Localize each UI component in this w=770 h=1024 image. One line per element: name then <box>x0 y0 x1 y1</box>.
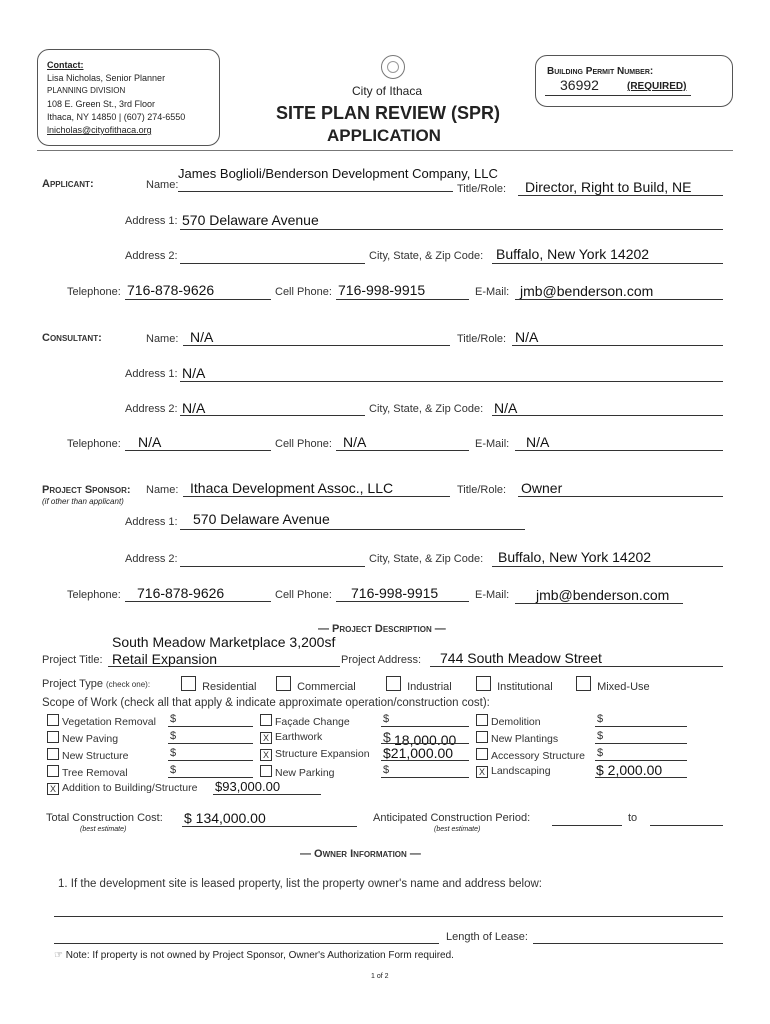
consultant-tel-line <box>125 450 271 451</box>
applicant-title-label: Title/Role: <box>457 183 507 195</box>
applicant-email-label: E-Mail: <box>475 286 510 298</box>
pointer-icon: ☞ <box>54 950 63 961</box>
sponsor-csz-value[interactable]: Buffalo, New York 14202 <box>498 549 652 565</box>
applicant-title-value[interactable]: Director, Right to Build, NE <box>525 179 692 195</box>
lease-label: Length of Lease: <box>446 931 528 943</box>
checkbox-checked[interactable]: X <box>47 783 59 795</box>
applicant-addr1-line <box>180 229 723 230</box>
consultant-cell-value[interactable]: N/A <box>343 434 367 450</box>
consultant-addr1-line <box>180 381 723 382</box>
city-seal-icon <box>381 55 405 79</box>
project-title-line <box>108 666 340 667</box>
cost-line <box>595 777 687 778</box>
sponsor-title-value[interactable]: Owner <box>521 480 563 496</box>
checkbox[interactable] <box>476 731 488 743</box>
sponsor-email-line <box>515 603 683 604</box>
cost-line <box>168 760 253 761</box>
sponsor-name-label: Name: <box>146 484 179 496</box>
scope-vegetation-removal[interactable] <box>47 714 156 728</box>
contact-email[interactable]: lnicholas@cityofithaca.org <box>47 125 152 135</box>
checkbox[interactable] <box>47 714 59 726</box>
lease-line[interactable] <box>533 943 723 944</box>
cost-line <box>595 743 687 744</box>
cost-line <box>595 760 687 761</box>
scope-addition-label: Addition to Building/Structure <box>62 782 198 794</box>
consultant-addr2-value[interactable]: N/A <box>182 400 206 416</box>
permit-number[interactable]: 36992 <box>560 77 599 93</box>
form-title-line2: APPLICATION <box>327 126 441 145</box>
consultant-cell-label: Cell Phone: <box>275 438 332 450</box>
checkbox[interactable] <box>260 714 272 726</box>
applicant-cell-line <box>336 299 469 300</box>
checkbox[interactable] <box>181 676 196 691</box>
sponsor-note: (if other than applicant) <box>42 497 124 506</box>
applicant-addr1-value[interactable]: 570 Delaware Avenue <box>182 212 319 228</box>
scope-vegetation-removal-label: Vegetation Removal <box>62 716 156 728</box>
scope-structure-expansion-label: Structure Expansion <box>275 748 370 760</box>
scope-new-paving-label: New Paving <box>62 733 119 745</box>
scope-facade-change[interactable] <box>260 714 350 728</box>
period-start-line[interactable] <box>552 825 622 826</box>
checkbox[interactable] <box>476 714 488 726</box>
sponsor-addr2-line <box>180 566 365 567</box>
cost-dollar: $ <box>597 713 604 725</box>
cost-line <box>168 726 253 727</box>
consultant-tel-value[interactable]: N/A <box>138 434 162 450</box>
scope-tree-removal-label: Tree Removal <box>62 767 128 779</box>
consultant-csz-label: City, State, & Zip Code: <box>369 403 484 415</box>
scope-structure-expansion[interactable] <box>260 748 370 761</box>
project-type-note: (check one): <box>106 680 151 689</box>
project-type-label <box>42 678 150 690</box>
project-address-value[interactable]: 744 South Meadow Street <box>440 650 602 666</box>
consultant-title-value[interactable]: N/A <box>515 329 539 345</box>
cost-dollar: $ <box>383 713 390 725</box>
scope-new-plantings[interactable] <box>476 731 558 745</box>
applicant-email-line <box>515 299 723 300</box>
period-end-line[interactable] <box>650 825 723 826</box>
cost-line <box>595 726 687 727</box>
scope-tree-removal[interactable] <box>47 765 128 779</box>
consultant-email-value[interactable]: N/A <box>526 434 550 450</box>
consultant-addr1-label: Address 1: <box>125 368 178 380</box>
owner-address-line[interactable] <box>54 943 439 944</box>
scope-new-parking-label: New Parking <box>275 767 335 779</box>
addition-cost[interactable]: $93,000.00 <box>215 779 281 794</box>
project-title-label: Project Title: <box>42 654 103 666</box>
sponsor-addr2-label: Address 2: <box>125 553 178 565</box>
applicant-email-value[interactable]: jmb@benderson.com <box>520 283 654 299</box>
applicant-addr1-label: Address 1: <box>125 215 178 227</box>
consultant-section: Consultant: <box>42 332 102 344</box>
scope-new-structure-label: New Structure <box>62 750 129 762</box>
type-commercial[interactable] <box>276 676 356 693</box>
cost-dollar: $ <box>170 713 177 725</box>
type-institutional[interactable] <box>476 676 553 693</box>
applicant-section: Applicant: <box>42 178 94 190</box>
type-residential[interactable] <box>181 676 256 693</box>
checkbox-checked[interactable]: X <box>260 749 272 761</box>
cost-line <box>381 743 469 744</box>
owner-name-line[interactable] <box>54 916 723 917</box>
type-mixed-use[interactable] <box>576 676 650 693</box>
sponsor-csz-label: City, State, & Zip Code: <box>369 553 484 565</box>
consultant-email-label: E-Mail: <box>475 438 510 450</box>
contact-name: Lisa Nicholas, Senior Planner <box>47 73 166 83</box>
checkbox[interactable] <box>576 676 591 691</box>
scope-demolition[interactable] <box>476 714 541 728</box>
applicant-name-value[interactable]: James Boglioli/Benderson Development Company, LLC <box>178 166 498 181</box>
contact-street: 108 E. Green St., 3rd Floor <box>47 99 156 109</box>
cost-line <box>168 777 253 778</box>
consultant-addr2-label: Address 2: <box>125 403 178 415</box>
scope-new-parking[interactable] <box>260 765 335 779</box>
applicant-name-label: Name: <box>146 179 179 191</box>
sponsor-cell-label: Cell Phone: <box>275 589 332 601</box>
cost-dollar: $ <box>170 747 177 759</box>
applicant-name-line <box>178 191 453 192</box>
cost-line <box>381 726 469 727</box>
applicant-cell-label: Cell Phone: <box>275 286 332 298</box>
sponsor-csz-line <box>492 566 723 567</box>
total-line <box>182 826 357 827</box>
city-name: City of Ithaca <box>352 84 423 98</box>
scope-landscaping-label: Landscaping <box>491 765 551 777</box>
applicant-cell-value[interactable]: 716-998-9915 <box>338 282 426 298</box>
type-commercial-label: Commercial <box>297 681 356 693</box>
consultant-name-label: Name: <box>146 333 179 345</box>
sponsor-name-value[interactable]: Ithaca Development Assoc., LLC <box>190 480 394 496</box>
cost-dollar: $ <box>597 730 604 742</box>
landscaping-cost[interactable]: $ 2,000.00 <box>596 762 663 778</box>
period-note: (best estimate) <box>434 826 481 833</box>
scope-accessory-structure[interactable] <box>476 748 585 762</box>
checkbox[interactable] <box>386 676 401 691</box>
sponsor-addr1-line <box>180 529 525 530</box>
consultant-name-line <box>183 345 450 346</box>
sponsor-name-line <box>183 496 450 497</box>
applicant-csz-value[interactable]: Buffalo, New York 14202 <box>496 246 650 262</box>
checkbox[interactable] <box>47 748 59 760</box>
consultant-email-line <box>515 450 723 451</box>
cost-line <box>381 777 469 778</box>
scope-new-paving[interactable] <box>47 731 118 745</box>
checkbox[interactable] <box>47 731 59 743</box>
consultant-tel-label: Telephone: <box>67 438 121 450</box>
page-number: 1 of 2 <box>371 973 389 980</box>
scope-accessory-structure-label: Accessory Structure <box>491 750 585 762</box>
project-title-line1[interactable]: South Meadow Marketplace 3,200sf <box>112 634 336 650</box>
permit-label: Building Permit Number: <box>547 66 654 77</box>
checkbox[interactable] <box>276 676 291 691</box>
project-address-line <box>430 666 723 667</box>
contact-city-phone: Ithaca, NY 14850 | (607) 274-6550 <box>47 112 186 122</box>
type-industrial[interactable] <box>386 676 452 693</box>
sponsor-section: Project Sponsor: <box>42 484 131 496</box>
sponsor-addr1-label: Address 1: <box>125 516 178 528</box>
type-residential-label: Residential <box>202 681 257 693</box>
project-address-label: Project Address: <box>341 654 422 666</box>
checkbox[interactable] <box>476 748 488 760</box>
total-label: Total Construction Cost: <box>46 812 163 824</box>
consultant-cell-line <box>336 450 469 451</box>
applicant-title-line <box>518 195 723 196</box>
checkbox[interactable] <box>260 765 272 777</box>
scope-new-structure[interactable] <box>47 748 129 762</box>
period-label: Anticipated Construction Period: <box>373 812 531 824</box>
scope-earthwork-label: Earthwork <box>275 731 323 743</box>
consultant-csz-value[interactable]: N/A <box>494 400 518 416</box>
scope-facade-change-label: Façade Change <box>275 716 350 728</box>
applicant-csz-line <box>492 263 723 264</box>
consultant-addr2-line <box>180 415 365 416</box>
cost-line <box>168 743 253 744</box>
consultant-name-value[interactable]: N/A <box>190 329 214 345</box>
type-mixed-use-label: Mixed-Use <box>597 681 650 693</box>
scope-demolition-label: Demolition <box>491 716 541 728</box>
sponsor-email-value[interactable]: jmb@benderson.com <box>536 587 670 603</box>
applicant-tel-line <box>125 299 271 300</box>
applicant-tel-value[interactable]: 716-878-9626 <box>127 282 215 298</box>
cost-dollar: $ <box>383 729 391 745</box>
project-section: — Project Description — <box>318 623 446 635</box>
checkbox[interactable] <box>476 676 491 691</box>
consultant-csz-line <box>492 415 723 416</box>
owner-section: — Owner Information — <box>300 848 421 860</box>
scope-earthwork[interactable] <box>260 731 322 744</box>
project-title-line2[interactable]: Retail Expansion <box>112 651 218 667</box>
period-to: to <box>628 812 638 824</box>
checkbox-checked[interactable]: X <box>476 766 488 778</box>
owner-note-text: Note: If property is not owned by Project Sponsor, Owner's Authorization Form required. <box>65 950 454 961</box>
sponsor-addr1-value[interactable]: 570 Delaware Avenue <box>193 511 330 527</box>
cost-dollar: $ <box>170 764 177 776</box>
consultant-title-label: Title/Role: <box>457 333 507 345</box>
consultant-addr1-value[interactable]: N/A <box>182 365 206 381</box>
type-industrial-label: Industrial <box>407 681 452 693</box>
sponsor-email-label: E-Mail: <box>475 589 510 601</box>
scope-label: Scope of Work (check all that apply & indicate approximate operation/construction cost): <box>42 697 490 709</box>
sponsor-cell-value[interactable]: 716-998-9915 <box>351 585 439 601</box>
owner-question: 1. If the development site is leased property, list the property owner's name and address below: <box>58 878 542 890</box>
header-divider <box>37 150 733 151</box>
earthwork-cost[interactable]: 18,000.00 <box>394 732 457 748</box>
contact-division: PLANNING DIVISION <box>47 86 126 95</box>
project-type-text: Project Type <box>42 678 103 690</box>
checkbox[interactable] <box>47 765 59 777</box>
sponsor-cell-line <box>336 601 469 602</box>
addition-cost-line <box>213 794 321 795</box>
permit-required: (REQUIRED) <box>627 81 687 92</box>
form-title-line1: SITE PLAN REVIEW (SPR) <box>276 103 501 123</box>
owner-note <box>54 950 454 961</box>
sponsor-title-line <box>518 496 723 497</box>
permit-underline <box>545 95 691 96</box>
scope-landscaping[interactable] <box>476 765 551 778</box>
applicant-addr2-label: Address 2: <box>125 250 178 262</box>
checkbox-checked[interactable]: X <box>260 732 272 744</box>
consultant-title-line <box>512 345 723 346</box>
applicant-tel-label: Telephone: <box>67 286 121 298</box>
sponsor-tel-label: Telephone: <box>67 589 121 601</box>
type-institutional-label: Institutional <box>497 681 553 693</box>
total-value[interactable]: $ 134,000.00 <box>184 810 266 826</box>
sponsor-tel-value[interactable]: 716-878-9626 <box>137 585 225 601</box>
scope-new-plantings-label: New Plantings <box>491 733 559 745</box>
contact-heading: Contact: <box>47 60 84 70</box>
cost-dollar: $ <box>383 764 390 776</box>
sponsor-title-label: Title/Role: <box>457 484 507 496</box>
applicant-addr2-line <box>180 263 365 264</box>
scope-addition[interactable] <box>47 782 197 795</box>
cost-dollar: $ <box>597 747 604 759</box>
cost-line <box>381 760 469 761</box>
total-note: (best estimate) <box>80 826 127 833</box>
expansion-cost[interactable]: $21,000.00 <box>383 745 454 761</box>
cost-dollar: $ <box>170 730 177 742</box>
applicant-csz-label: City, State, & Zip Code: <box>369 250 484 262</box>
sponsor-tel-line <box>125 601 271 602</box>
